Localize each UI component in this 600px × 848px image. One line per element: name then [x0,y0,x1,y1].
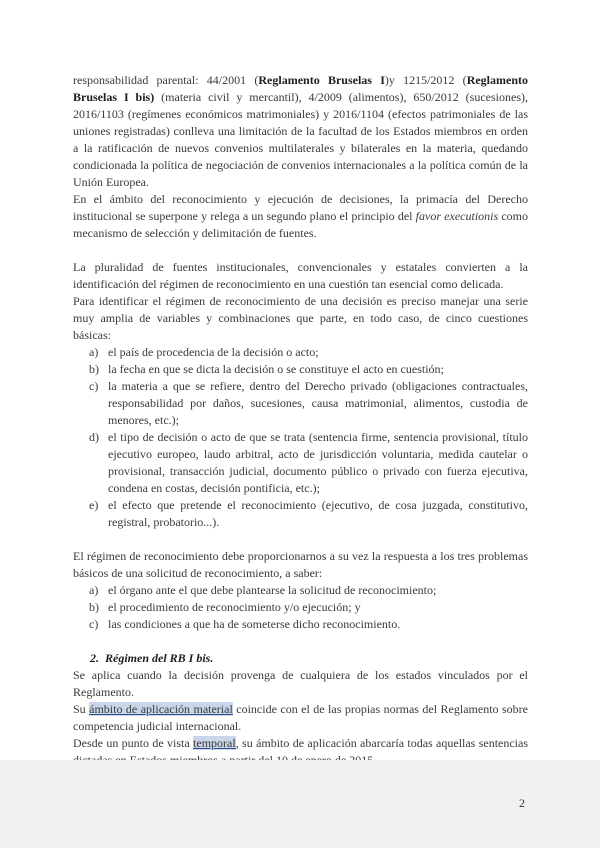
text-run: (materia civil y mercantil), 4/2009 (alimentos), 650/2012 (sucesiones), 2016/1103 (regímenes económicos matrimoniales) y 2016/1104 (efectos patrimoniales de las uniones registradas) conlleva una limitación de la facultad de los Estados miembros en orden a la ratificación de nuevos convenios multilaterales y bilaterales en la materia, quedando condicionada la política de negociación de convenios internacionales a la política común de la Unión Europea. [73,90,528,189]
highlighted-link[interactable]: ámbito de aplicación material [89,702,233,716]
section-heading: 2. Régimen del RB I bis. [90,651,214,665]
text-run: )y 1215/2012 ( [384,73,467,87]
paragraph-plurality: La pluralidad de fuentes institucionales, convencionales y estatales convierten a la identificación del régimen de reconocimiento en una cuestión tan esencial como delicada. [73,260,528,291]
paragraph-sources [73,72,528,191]
list-item: d) el tipo de decisión o acto de que se trata (sentencia firme, sentencia provisional, título ejecutivo europeo, laudo arbitral, acto de jurisdicción voluntaria, medida cautelar o provisional, transacción judicial, documento público o privado con fuerza ejecutiva, condena en costas, decisión pontificia, etc.); [89,430,528,495]
paragraph-temporal-scope: Desde un punto de vista temporal, su ámbito de aplicación abarcaría todas aquellas sentencias [73,736,529,750]
footer-area [0,760,600,848]
bold-run: Reglamento Bruselas I [258,73,385,87]
page-number: 2 [519,796,525,810]
paragraph-applies: Se aplica cuando la decisión provenga de cualquiera de los estados vinculados por el Reglamento. [73,668,528,699]
text-run: como mecanismo de selección y delimitación de fuentes. [73,209,528,240]
text-run: responsabilidad parental: 44/2001 ( [73,73,259,87]
list-item: c) la materia a que se refiere, dentro del Derecho privado (obligaciones contractuales, responsabilidad por daños, sucesiones, causa matrimonial, alimentos, custodia de menores, etc.); [89,379,528,427]
list-item: a) el órgano ante el que debe plantearse la solicitud de reconocimiento; [89,583,437,597]
list-item: c) las condiciones a que ha de someterse dicho reconocimiento. [89,617,401,631]
paragraph-primacy [73,191,528,242]
text-run: En el ámbito del reconocimiento y ejecución de decisiones, la primacía del Derecho institucional se superpone y relega a un segundo plano el principio del [73,192,528,223]
list-item: b) la fecha en que se dicta la decisión o se constituye el acto en cuestión; [89,362,444,376]
page-content [73,72,528,769]
paragraph-problems: El régimen de reconocimiento debe proporcionarnos a su vez la respuesta a los tres problemas básicos de una solicitud de reconocimiento, a saber: [73,549,528,580]
italic-run: favor executionis [415,209,499,223]
paragraph-material-scope: Su ámbito de aplicación material coincide con el de las propias normas del Reglamento sobre competencia judicial internacional. [73,702,528,733]
highlighted-link[interactable]: temporal [193,736,236,750]
list-item: a) el país de procedencia de la decisión o acto; [89,345,319,359]
list-item: b) el procedimiento de reconocimiento y/o ejecución; y [89,600,361,614]
list-basic-questions [73,344,528,531]
paragraph-identify: Para identificar el régimen de reconocimiento de una decisión es preciso manejar una serie muy amplia de variables y combinaciones que parte, en todo caso, de cinco cuestiones básicas: [73,294,528,342]
list-problems [73,582,528,633]
list-item: e) el efecto que pretende el reconocimiento (ejecutivo, de cosa juzgada, constitutivo, registral, probatorio...). [89,498,528,529]
bold-run: Reglamento Bruselas I bis) [73,73,529,104]
